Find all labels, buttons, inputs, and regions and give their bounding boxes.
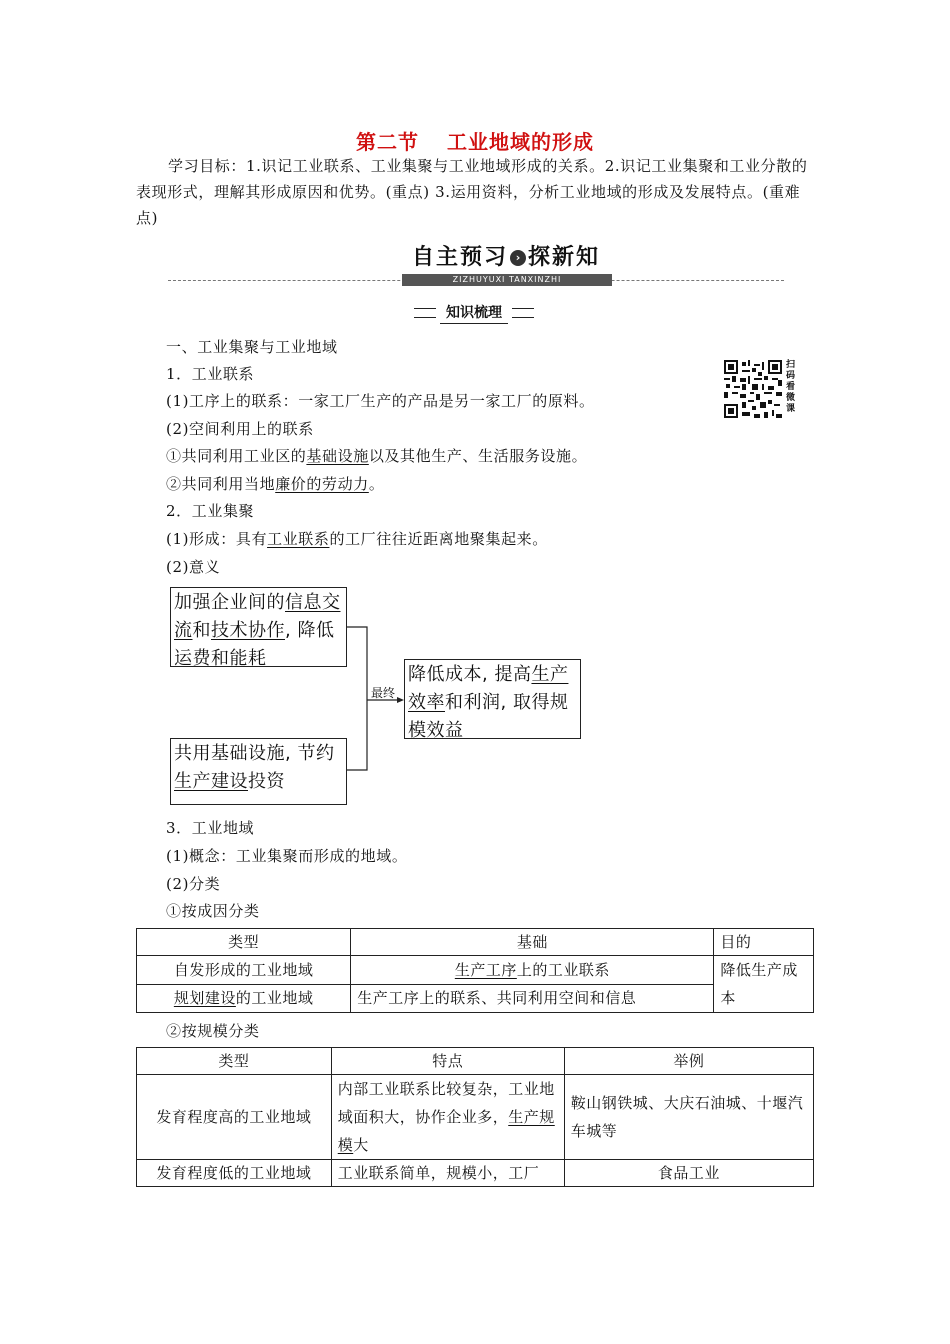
page-title: 第二节 工业地域的形成 bbox=[356, 130, 594, 154]
diagram-box-cooperation: 加强企业间的信息交 流和技术协作, 降低 运费和能耗 bbox=[170, 587, 347, 667]
item-agglomeration: 2．工业集聚 bbox=[166, 502, 255, 520]
qr-caption: 扫 码 看 微 课 bbox=[786, 360, 796, 414]
item-by-scale: ②按规模分类 bbox=[166, 1022, 260, 1040]
item-by-cause: ①按成因分类 bbox=[166, 902, 260, 920]
section-heading: 一、工业集聚与工业地域 bbox=[166, 338, 338, 356]
learning-objectives: 学习目标：1.识记工业联系、工业集聚与工业地域形成的关系。2.识记工业集聚和工业分散的表现形式，理解其形成原因和优势。(重点) 3.运用资料，分析工业地域的形成及发展特点。(重难点) bbox=[136, 157, 808, 227]
table-row: 发育程度低的工业地域 工业联系简单，规模小，工厂 食品工业 bbox=[137, 1160, 814, 1187]
section-banner: 自主预习 › 探新知 bbox=[408, 243, 604, 273]
table-row: 发育程度高的工业地域 内部工业联系比较复杂，工业地域面积大，协作企业多，生产规模大 鞍山钢铁城、大庆石油城、十堰汽车城等 bbox=[137, 1075, 814, 1160]
item-space-links: (2)空间利用上的联系 bbox=[166, 420, 314, 438]
item-process-links: (1)工序上的联系：一家工厂生产的产品是另一家工厂的原料。 bbox=[166, 392, 595, 410]
diagram-box-infrastructure: 共用基础设施, 节约 生产建设投资 bbox=[170, 738, 347, 805]
arrow-icon: › bbox=[510, 250, 526, 266]
banner-pinyin: ZIZHUYUXI TANXINZHI bbox=[402, 274, 612, 286]
item-industrial-links: 1．工业联系 bbox=[166, 365, 255, 383]
table-by-scale bbox=[136, 1047, 814, 1187]
item-labor: ②共同利用当地廉价的劳动力。 bbox=[166, 475, 385, 493]
table-row: 规划建设的工业地域 生产工序上的联系、共同利用空间和信息 bbox=[137, 984, 814, 1013]
table-header: 举例 bbox=[564, 1048, 813, 1075]
table-header: 类型 bbox=[137, 929, 351, 956]
item-industrial-region: 3．工业地域 bbox=[166, 819, 255, 837]
table-by-cause bbox=[136, 928, 814, 1013]
qr-code-icon[interactable] bbox=[724, 360, 782, 418]
arrow-label: 最终 bbox=[371, 686, 396, 700]
table-header: 目的 bbox=[714, 929, 814, 956]
knowledge-label: 知识梳理 bbox=[414, 303, 534, 323]
item-classification: (2)分类 bbox=[166, 875, 221, 893]
table-row: 自发形成的工业地域 生产工序上的工业联系 降低生产成本 bbox=[137, 956, 814, 985]
table-header: 类型 bbox=[137, 1048, 332, 1075]
table-header: 基础 bbox=[351, 929, 714, 956]
item-infrastructure: ①共同利用工业区的基础设施以及其他生产、生活服务设施。 bbox=[166, 447, 588, 465]
item-significance: (2)意义 bbox=[166, 558, 221, 576]
item-concept: (1)概念：工业集聚而形成的地域。 bbox=[166, 847, 408, 865]
table-header: 特点 bbox=[331, 1048, 564, 1075]
item-formation: (1)形成：具有工业联系的工厂往往近距离地聚集起来。 bbox=[166, 530, 548, 548]
diagram-box-result: 降低成本, 提高生产 效率和利润, 取得规 模效益 bbox=[404, 659, 581, 739]
